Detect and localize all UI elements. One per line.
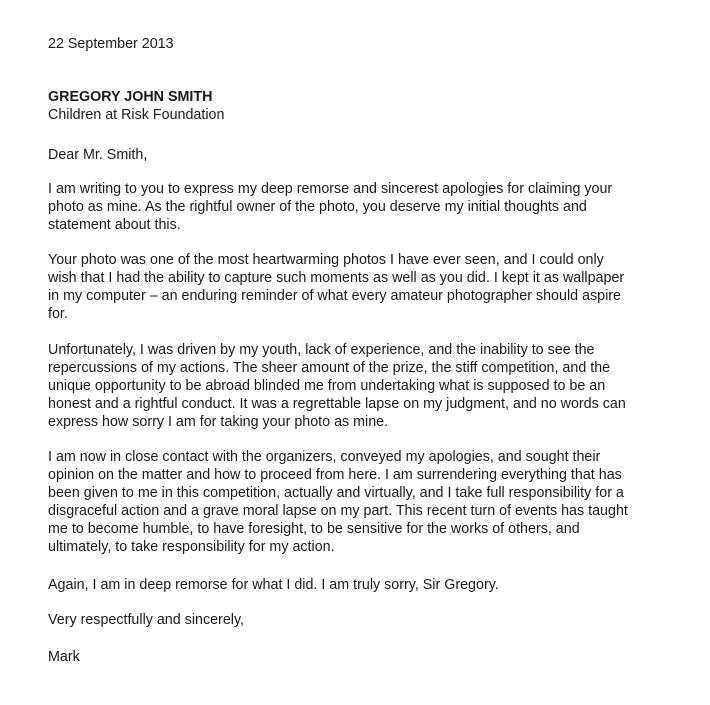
paragraph-3-line: repercussions of my actions. The sheer amount of the prize, the stiff competition, and the bbox=[48, 360, 611, 376]
paragraph-3-line: unique opportunity to be abroad blinded me from undertaking what is supposed to be an bbox=[48, 378, 606, 394]
paragraph-3-line: express how sorry I am for taking your photo as mine. bbox=[48, 414, 389, 430]
paragraph-4-line: I am now in close contact with the organizers, conveyed my apologies, and sought their bbox=[48, 449, 601, 465]
closing: Very respectfully and sincerely, bbox=[48, 612, 245, 628]
paragraph-1-line: photo as mine. As the rightful owner of the photo, you deserve my initial thoughts and bbox=[48, 199, 587, 215]
signature: Mark bbox=[48, 649, 80, 665]
paragraph-1-line: statement about this. bbox=[48, 217, 181, 233]
paragraph-5-line: Again, I am in deep remorse for what I did. I am truly sorry, Sir Gregory. bbox=[48, 577, 499, 593]
paragraph-2-line: wish that I had the ability to capture such moments as well as you did. I kept it as wallpaper bbox=[48, 270, 625, 286]
paragraph-4-line: ultimately, to take responsibility for my action. bbox=[48, 539, 335, 555]
paragraph-3-line: Unfortunately, I was driven by my youth, lack of experience, and the inability to see the bbox=[48, 342, 595, 358]
salutation: Dear Mr. Smith, bbox=[48, 147, 148, 163]
paragraph-4-line: disgraceful action and a grave moral lapse on my part. This recent turn of events has taught bbox=[48, 503, 628, 519]
paragraph-2-line: in my computer – an enduring reminder of what every amateur photographer should aspire bbox=[48, 288, 621, 304]
letter-date: 22 September 2013 bbox=[48, 36, 174, 52]
paragraph-3-line: honest and a rightful conduct. It was a regrettable lapse on my judgment, and no words can bbox=[48, 396, 626, 412]
recipient-name: GREGORY JOHN SMITH bbox=[48, 89, 213, 105]
recipient-organization: Children at Risk Foundation bbox=[48, 107, 225, 123]
paragraph-4-line: opinion on the matter and how to proceed from here. I am surrendering everything that has bbox=[48, 467, 622, 483]
paragraph-2-line: for. bbox=[48, 306, 68, 322]
paragraph-1-line: I am writing to you to express my deep remorse and sincerest apologies for claiming your bbox=[48, 181, 613, 197]
paragraph-4-line: me to become humble, to have foresight, to be sensitive for the works of others, and bbox=[48, 521, 580, 537]
paragraph-4-line: been given to me in this competition, actually and virtually, and I take full responsibility for a bbox=[48, 485, 624, 501]
paragraph-2-line: Your photo was one of the most heartwarming photos I have ever seen, and I could only bbox=[48, 252, 604, 268]
